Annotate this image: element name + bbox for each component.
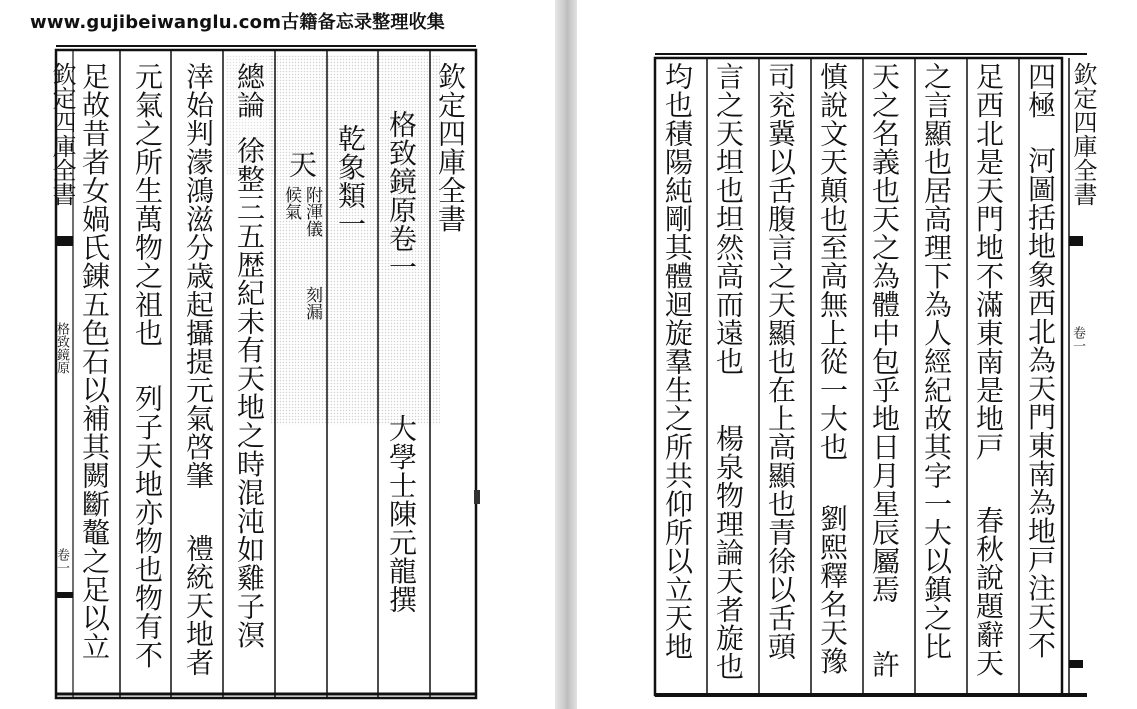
left-col-8a: 涬始判濛鴻滋分歳起攝提元氣啓肇 — [182, 62, 215, 490]
left-edge-title: 欽定四庫全書 — [48, 62, 76, 206]
right-margin-volume: 卷一 — [1070, 326, 1085, 352]
right-col-1: 四極 — [1024, 62, 1057, 119]
right-page — [577, 0, 1137, 709]
right-col-3: 之言顯也居高理下為人經紀故其字一大以鎮之比 — [920, 62, 953, 661]
right-edge-title: 欽定四庫全書 — [1069, 62, 1097, 206]
left-col-9a: 元氣之所生萬物之祖也 — [131, 62, 164, 347]
book-gutter — [555, 0, 577, 709]
left-col-7a: 總論 — [233, 62, 266, 119]
right-col-4a: 天之名義也天之為體中包乎地日月星辰屬焉 — [868, 62, 901, 604]
left-col-1: 欽定四庫全書 — [434, 62, 467, 233]
right-col-5a: 慎說文天顛也至高無上從一大也 — [816, 62, 849, 461]
left-col-7b: 徐整三五歴紀未有天地之時混沌如雞子溟 — [233, 136, 266, 649]
left-col-10: 足故昔者女媧氏錬五色石以補其闕斷鼇之足以立 — [78, 62, 111, 661]
site-watermark: www.gujibeiwanglu.com古籍备忘录整理收集 — [30, 12, 445, 33]
left-margin-volume: 卷一 — [54, 548, 69, 574]
left-margin-label: 格致鏡原 — [54, 322, 69, 374]
right-col-4b: 許 — [868, 650, 901, 679]
right-col-7b: 楊泉物理論天者旋也 — [712, 424, 745, 681]
left-page — [0, 0, 555, 709]
left-col-6a: 附渾儀 — [302, 186, 322, 237]
right-col-2b: 春秋說題辭天 — [972, 506, 1005, 677]
left-col-2: 格致鏡原卷一 — [385, 110, 418, 281]
left-col-3: 大學士陳元龍撰 — [385, 414, 418, 614]
right-col-1b: 河圖括地象西北為天門東南為地戸注天不 — [1024, 146, 1057, 659]
right-col-2a: 足西北是天門地不滿東南是地戸 — [972, 62, 1005, 461]
left-col-6c: 候氣 — [281, 186, 301, 220]
left-col-4: 乾象類一 — [334, 124, 367, 238]
left-col-8b: 禮統天地者 — [182, 534, 215, 677]
right-col-8: 均也積陽純剛其體迴旋羣生之所共仰所以立天地 — [661, 62, 694, 661]
left-col-5: 天 — [285, 150, 318, 179]
right-col-7a: 言之天坦也坦然高而遠也 — [712, 62, 745, 376]
right-col-5b: 劉熙釋名天豫 — [816, 504, 849, 675]
left-col-9b: 列子天地亦物也物有不 — [131, 384, 164, 669]
left-col-6b: 刻漏 — [302, 286, 322, 320]
right-col-6: 司兖冀以舌腹言之天顯也在上高顯也青徐以舌頭 — [764, 62, 797, 661]
